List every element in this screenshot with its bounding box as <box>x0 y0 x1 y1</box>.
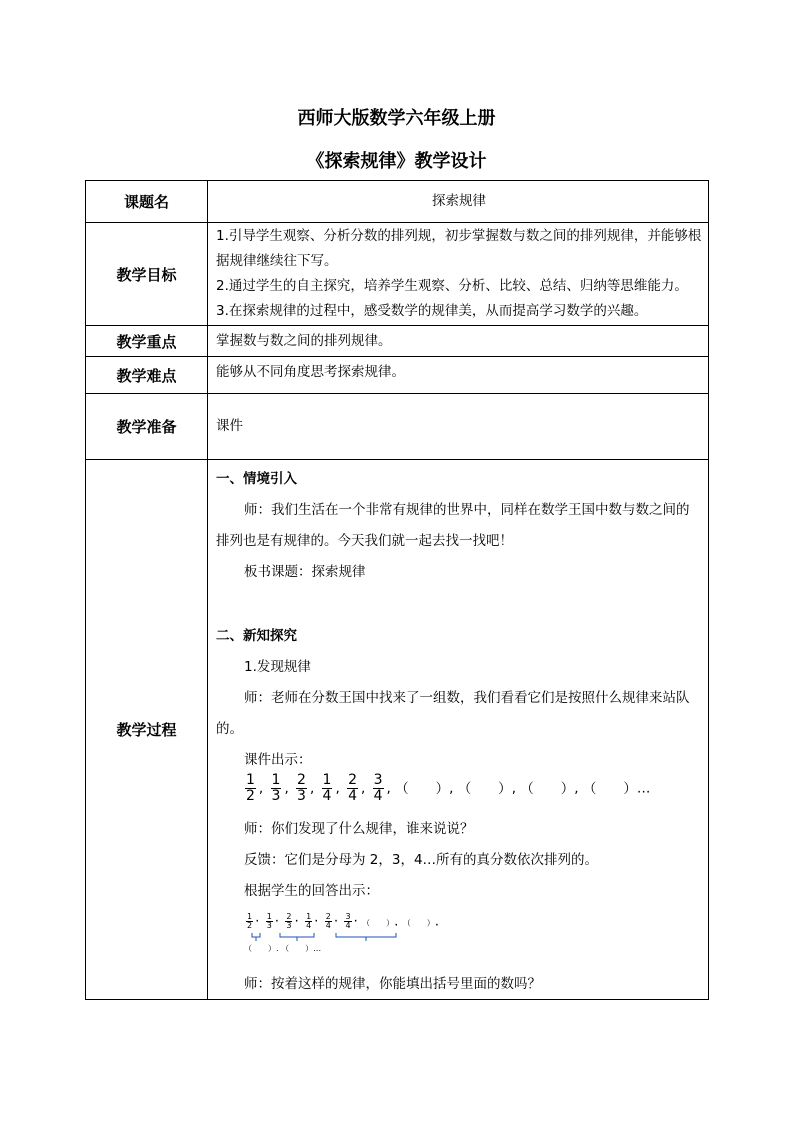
row-topic <box>86 181 709 223</box>
fraction-sequence: $\frac{1}{2}$ , $\frac{1}{3}$ , $\frac{2}{3}$ , $\frac{1}{4}$ , $\frac{2}{4}$ , $\frac{3}{4}$ , （ ）, （ ）, （ ）, （ ）… <box>246 772 651 804</box>
goal-1: 1.引导学生观察、分析分数的排列规，初步掌握数与数之间的排列规律，并能够根据规律继续往下写。 <box>216 228 702 269</box>
ellipsis: … <box>636 780 651 797</box>
row-key <box>86 326 709 357</box>
group-bracket-3 <box>336 933 396 941</box>
goals-label: 教学目标 <box>86 223 208 326</box>
fraction-2: $\frac{1}{3}$ <box>271 772 281 804</box>
key-value: 掌握数与数之间的排列规律。 <box>208 326 709 357</box>
blank-1: （ ） <box>395 780 450 797</box>
courseware-show-label: 课件出示： <box>244 752 312 768</box>
row-difficulty <box>86 357 709 394</box>
process-content <box>208 460 708 998</box>
section1-heading: 一、情境引入 <box>216 471 297 487</box>
group-brackets <box>250 932 420 942</box>
question-1: 师：你们发现了什么规律，谁来说说？ <box>244 821 474 837</box>
grouped-fraction-3: $\frac{2}{3}$ <box>286 912 292 930</box>
group-bracket-1 <box>252 933 260 941</box>
question-2: 师：按着这样的规律，你能填出括号里面的数吗？ <box>244 976 541 992</box>
fraction-6: $\frac{3}{4}$ <box>373 772 383 804</box>
process-label: 教学过程 <box>86 460 208 1000</box>
section1-para1-line1: 师：我们生活在一个非常有规律的世界中，同样在数学王国中数与数之间的 <box>244 502 690 518</box>
grouped-fraction-6: $\frac{3}{4}$ <box>345 912 351 930</box>
group-bracket-2 <box>280 933 314 941</box>
lesson-plan-table <box>85 180 709 1000</box>
grouped-ellipsis: … <box>313 944 322 953</box>
difficulty-label: 教学难点 <box>86 357 208 394</box>
key-label: 教学重点 <box>86 326 208 357</box>
row-prep <box>86 394 709 460</box>
difficulty-value: 能够从不同角度思考探索规律。 <box>208 357 709 394</box>
grouped-blank-1: （ ） <box>362 918 395 928</box>
row-process <box>86 460 709 1000</box>
section2-para1-line1: 师：老师在分数王国中找来了一组数，我们看看它们是按照什么规律来站队 <box>244 690 690 706</box>
doc-title-line1: 西师大版数学六年级上册 <box>297 108 496 129</box>
fraction-5: $\frac{2}{4}$ <box>348 772 357 804</box>
section2-heading: 二、新知探究 <box>216 628 297 644</box>
topic-label: 课题名 <box>86 181 208 223</box>
grouped-fraction-2: $\frac{1}{3}$ <box>266 912 272 930</box>
prep-value: 课件 <box>208 394 709 460</box>
fraction-4: $\frac{1}{4}$ <box>322 772 332 804</box>
grouped-sequence-line1: $\frac{1}{2}$ · $\frac{1}{3}$ · $\frac{2}{3}$ · $\frac{1}{4}$ · $\frac{2}{4}$ · $\frac{3}{4}$ · （ ）. （ ）. <box>247 912 440 930</box>
process-cell <box>208 460 709 1000</box>
goal-3: 3.在探索规律的过程中，感受数学的规律美，从而提高学习数学的兴趣。 <box>216 303 648 319</box>
grouped-blank-3: （ ） <box>244 944 276 953</box>
section2-para1-line2: 的。 <box>216 721 243 737</box>
prep-label: 教学准备 <box>86 394 208 460</box>
fraction-1: $\frac{1}{2}$ <box>246 772 255 804</box>
doc-title-line2: 《探索规律》教学设计 <box>306 151 487 172</box>
goals-cell <box>208 223 709 326</box>
grouped-sequence-line2: （ ）. （ ）… <box>244 944 322 953</box>
grouped-fraction-4: $\frac{1}{4}$ <box>306 912 312 930</box>
grouped-blank-4: （ ） <box>281 944 314 953</box>
show-by-answers: 根据学生的回答出示： <box>244 883 379 899</box>
blank-3: （ ） <box>520 780 575 797</box>
grouped-blank-2: （ ） <box>402 918 435 928</box>
blank-4: （ ） <box>582 780 637 797</box>
grouped-fraction-1: $\frac{1}{2}$ <box>247 912 253 930</box>
row-goals <box>86 223 709 326</box>
goal-2: 2.通过学生的自主探究，培养学生观察、分析、比较、总结、归纳等思维能力。 <box>216 278 688 294</box>
topic-value: 探索规律 <box>208 181 709 223</box>
feedback: 反馈：它们是分母为 2，3，4…所有的真分数依次排列的。 <box>244 852 599 868</box>
fraction-3: $\frac{2}{3}$ <box>297 772 306 804</box>
section1-board-title: 板书课题：探索规律 <box>244 564 366 580</box>
section1-para1-line2: 排列也是有规律的。今天我们就一起去找一找吧！ <box>216 533 513 549</box>
section2-sub1: 1.发现规律 <box>244 659 311 675</box>
blank-2: （ ） <box>457 780 512 797</box>
grouped-fraction-5: $\frac{2}{4}$ <box>325 912 331 930</box>
